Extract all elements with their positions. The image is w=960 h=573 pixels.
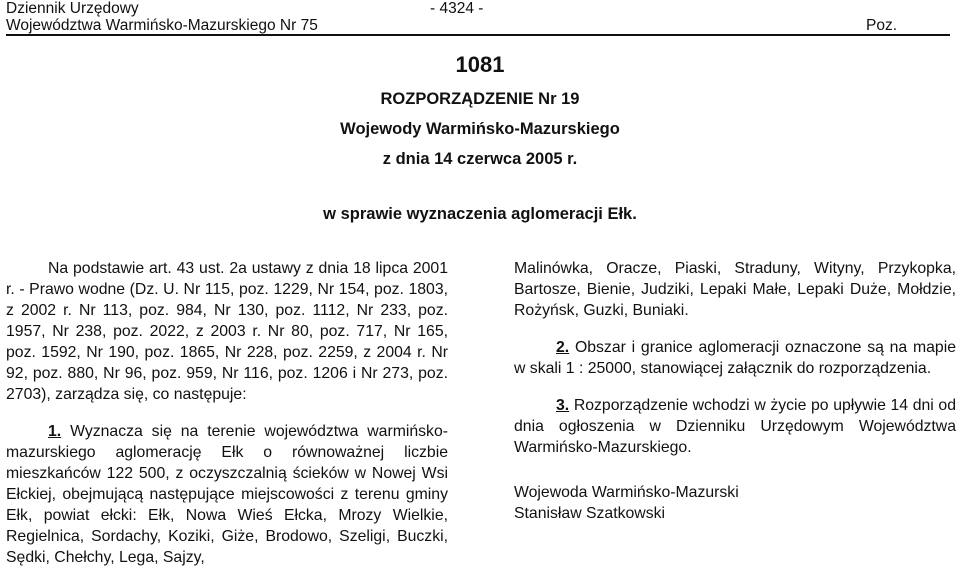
act-subject: w sprawie wyznaczenia aglomeracji Ełk. <box>323 205 637 223</box>
section-1-continuation: Malinówka, Oracze, Piaski, Straduny, Wityny, Przykopka, Bartosze, Bienie, Judziki, Lepaki Małe, Lepaki Duże, Mołdzie, Rożyńsk, Guzki, Buniaki. <box>514 260 956 319</box>
section-3 <box>514 395 956 458</box>
act-number: 1081 <box>455 52 505 77</box>
right-column <box>514 258 956 524</box>
page-number: - 4324 - <box>430 0 484 17</box>
header-rule <box>6 34 950 36</box>
act-date: z dnia 14 czerwca 2005 r. <box>382 150 578 168</box>
left-column <box>6 258 448 568</box>
section-1 <box>6 421 448 568</box>
preamble: Na podstawie art. 43 ust. 2a ustawy z dnia 18 lipca 2001 r. - Prawo wodne (Dz. U. Nr 115, poz. 1229, Nr 154, poz. 1803, z 2002 r. Nr 113, poz. 984, Nr 130, poz. 1112, Nr 233, poz. 1957, Nr 238, poz. 2022, z 2003 r. Nr 80, poz. 717, Nr 165, poz. 1592, Nr 190, poz. 1865, Nr 228, poz. 2259, z 2004 r. Nr 92, poz. 880, Nr 96, poz. 959, Nr 116, poz. 1206 i Nr 273, poz. 2703), zarządza się, co następuje: <box>6 260 448 403</box>
section-3-text: Rozporządzenie wchodzi w życie po upływie 14 dni od dnia ogłoszenia w Dzienniku Urzędowym Województwa Warmińsko-Mazurskiego. <box>514 397 956 456</box>
section-3-number: 3. <box>556 397 570 414</box>
section-2-number: 2. <box>556 339 570 356</box>
act-issuer: Wojewody Warmińsko-Mazurskiego <box>340 120 620 138</box>
section-1-text: Wyznacza się na terenie województwa warmińsko-mazurskiego aglomerację Ełk o równoważnej liczbie mieszkańców 122 500, z oczyszczalnią ścieków w Nowej Wsi Ełckiej, obejmującą następujące miejscowości z terenu gminy Ełk, powiat ełcki: Ełk, Nowa Wieś Ełcka, Mrozy Wielkie, Regielnica, Sordachy, Koziki, Giże, Brodowo, Szeligi, Buczki, Sędki, Chełchy, Lega, Sajzy, <box>6 423 448 566</box>
journal-publisher: Województwa Warmińsko-Mazurskiego Nr 75 <box>6 17 318 34</box>
position-label: Poz. <box>866 17 898 34</box>
signature-name: Stanisław Szatkowski <box>514 505 666 522</box>
section-2 <box>514 337 956 379</box>
section-2-text: Obszar i granice aglomeracji oznaczone są na mapie w skali 1 : 25000, stanowiącej załącznik do rozporządzenia. <box>514 339 956 377</box>
journal-title: Dziennik Urzędowy <box>6 0 139 17</box>
page-header <box>6 0 950 36</box>
section-1-number: 1. <box>48 423 62 440</box>
act-type: ROZPORZĄDZENIE Nr 19 <box>380 90 580 108</box>
signature-office: Wojewoda Warmińsko-Mazurski <box>514 484 739 501</box>
